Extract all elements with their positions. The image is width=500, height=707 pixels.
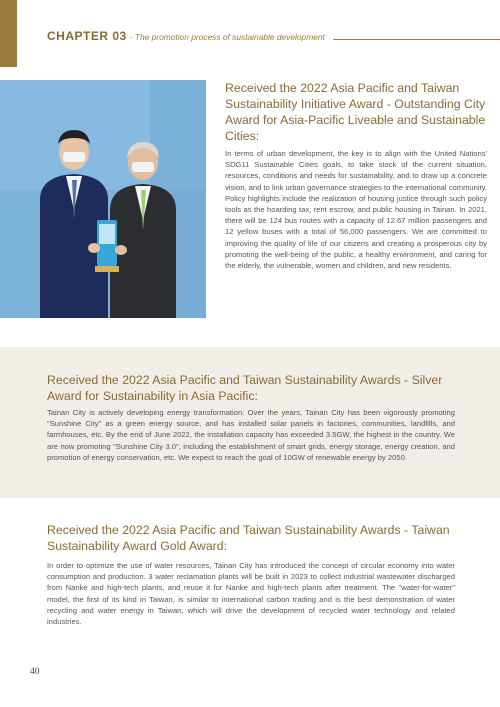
header-rule	[333, 39, 500, 40]
section3-title: Received the 2022 Asia Pacific and Taiwan Sustainability Awards - Taiwan Sustainability Award Gold Award:	[47, 523, 450, 553]
page-number: 40	[30, 667, 40, 677]
chapter-header	[47, 29, 325, 43]
award-photo	[0, 80, 206, 318]
section2-body: Tainan City is actively developing energy transformation. Over the years, Tainan City has been vigorously promoting "Sunshine City" as a green energy source, and has installed solar panels in factories, communities, landfills, and farmhouses, etc. By the end of June 2022, the installation capacity has exceeded 3.5GW, the highest in the country. We are now promoting "Sunshine City 3.0", including the establishment of smart grids, energy storage, energy creation, and promotion of energy conservation, etc. We expect to reach the goal of 10GW of renewable energy by 2050.	[47, 408, 455, 462]
chapter-subtitle: - The promotion process of sustainable development	[129, 32, 325, 42]
section1-title: Received the 2022 Asia Pacific and Taiwan Sustainability Initiative Award - Outstanding City Award for Asia-Pacific Liveable and Sustainable Cities:	[225, 81, 486, 143]
chapter-number: CHAPTER 03	[47, 29, 127, 43]
section1-body: In terms of urban development, the key is to align with the United Nations' SDG11 Sustainable Cities goals, to take stock of the current situation, resources, conditions and needs for sustainability, and to draw up a concrete vision, and to link urban governance strategies to the international community. Policy highlights include the realization of housing justice through such policy tools as the hoarding tax, rent escrow, and public housing in Tainan. In 2021, there will be 124 bus routes with a capacity of 12.67 million passengers and 12 yellow buses with a total of 56,000 passengers. We are committed to improving the quality of life of our citizens and creating a prosperous city by promoting the well-being of the public, a healthy environment, and caring for the elderly, the vulnerable, women and children, and new residents.	[225, 149, 487, 271]
award-photo-illustration	[0, 80, 206, 318]
section3-body: In order to optimize the use of water resources, Tainan City has introduced the concept of circular economy into water consumption and production. 3 water reclamation plants will be built in 2023 to collect industrial wastewater discharged from Nanke and high-tech plants, and reuse it for Nanke and high-tech plants after treatment. The "water-for-water" model, the first of its kind in Taiwan, is similar to international carbon trading and is the best demonstration of water recycling and water energy in Taiwan, which will drive the development of recycled water technology and related industries.	[47, 561, 455, 627]
section2-title: Received the 2022 Asia Pacific and Taiwan Sustainability Awards - Silver Award for Sustainability in Asia Pacific:	[47, 373, 443, 403]
chapter-tab-marker	[0, 0, 17, 67]
